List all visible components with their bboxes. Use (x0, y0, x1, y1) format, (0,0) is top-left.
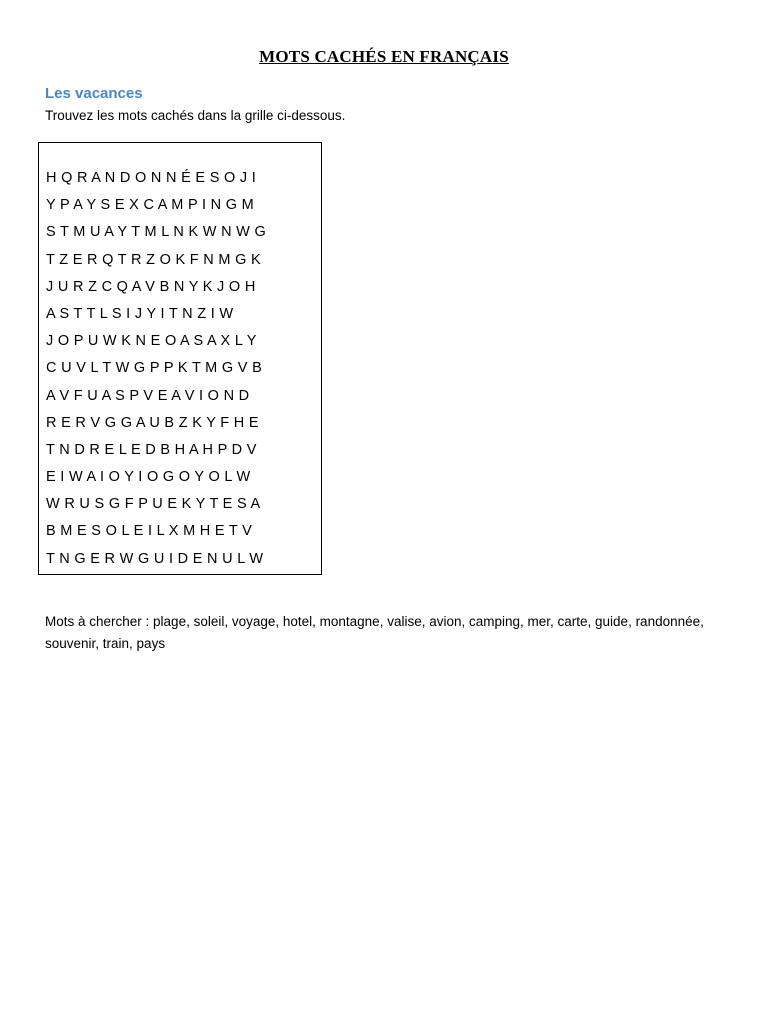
grid-row-4: T Z E R Q T R Z O K F N M G K (46, 251, 261, 268)
instructions-text: Trouvez les mots cachés dans la grille ci-dessous. (45, 108, 346, 123)
grid-row-1: H Q R A N D O N N É E S O J I (46, 170, 257, 186)
word-list: Mots à chercher : plage, soleil, voyage, hotel, montagne, valise, avion, camping, mer, carte, guide, randonnée, souvenir, train, pays (45, 614, 704, 651)
section-subtitle: Les vacances (45, 85, 143, 102)
grid-row-6: A S T T L S I J Y I T N Z I W (46, 305, 234, 322)
word-search-grid (38, 142, 322, 575)
grid-row-13: W R U S G F P U E K Y T E S A (46, 496, 261, 513)
grid-row-9: A V F U A S P V E A V I O N D (46, 387, 250, 404)
grid-rows (46, 166, 266, 574)
grid-row-15: T N G E R W G U I D E N U L W (46, 550, 264, 567)
grid-row-3: S T M U A Y T M L N K W N W G (46, 224, 267, 241)
grid-row-8: C U V L T W G P P K T M G V B (46, 360, 263, 377)
grid-row-5: J U R Z C Q A V B N Y K J O H (46, 278, 256, 295)
grid-row-7: J O P U W K N E O A S A X L Y (46, 333, 257, 350)
grid-row-10: R E R V G G A U B Z K Y F H E (46, 414, 259, 431)
grid-row-14: B M E S O L E I L X M H E T V (46, 523, 253, 540)
page-title: MOTS CACHÉS EN FRANÇAIS (259, 47, 509, 66)
grid-row-12: E I W A I O Y I O G O Y O L W (46, 469, 251, 486)
grid-row-2: Y P A Y S E X C A M P I N G M (46, 197, 255, 214)
grid-row-11: T N D R E L E D B H A H P D V (46, 441, 257, 458)
